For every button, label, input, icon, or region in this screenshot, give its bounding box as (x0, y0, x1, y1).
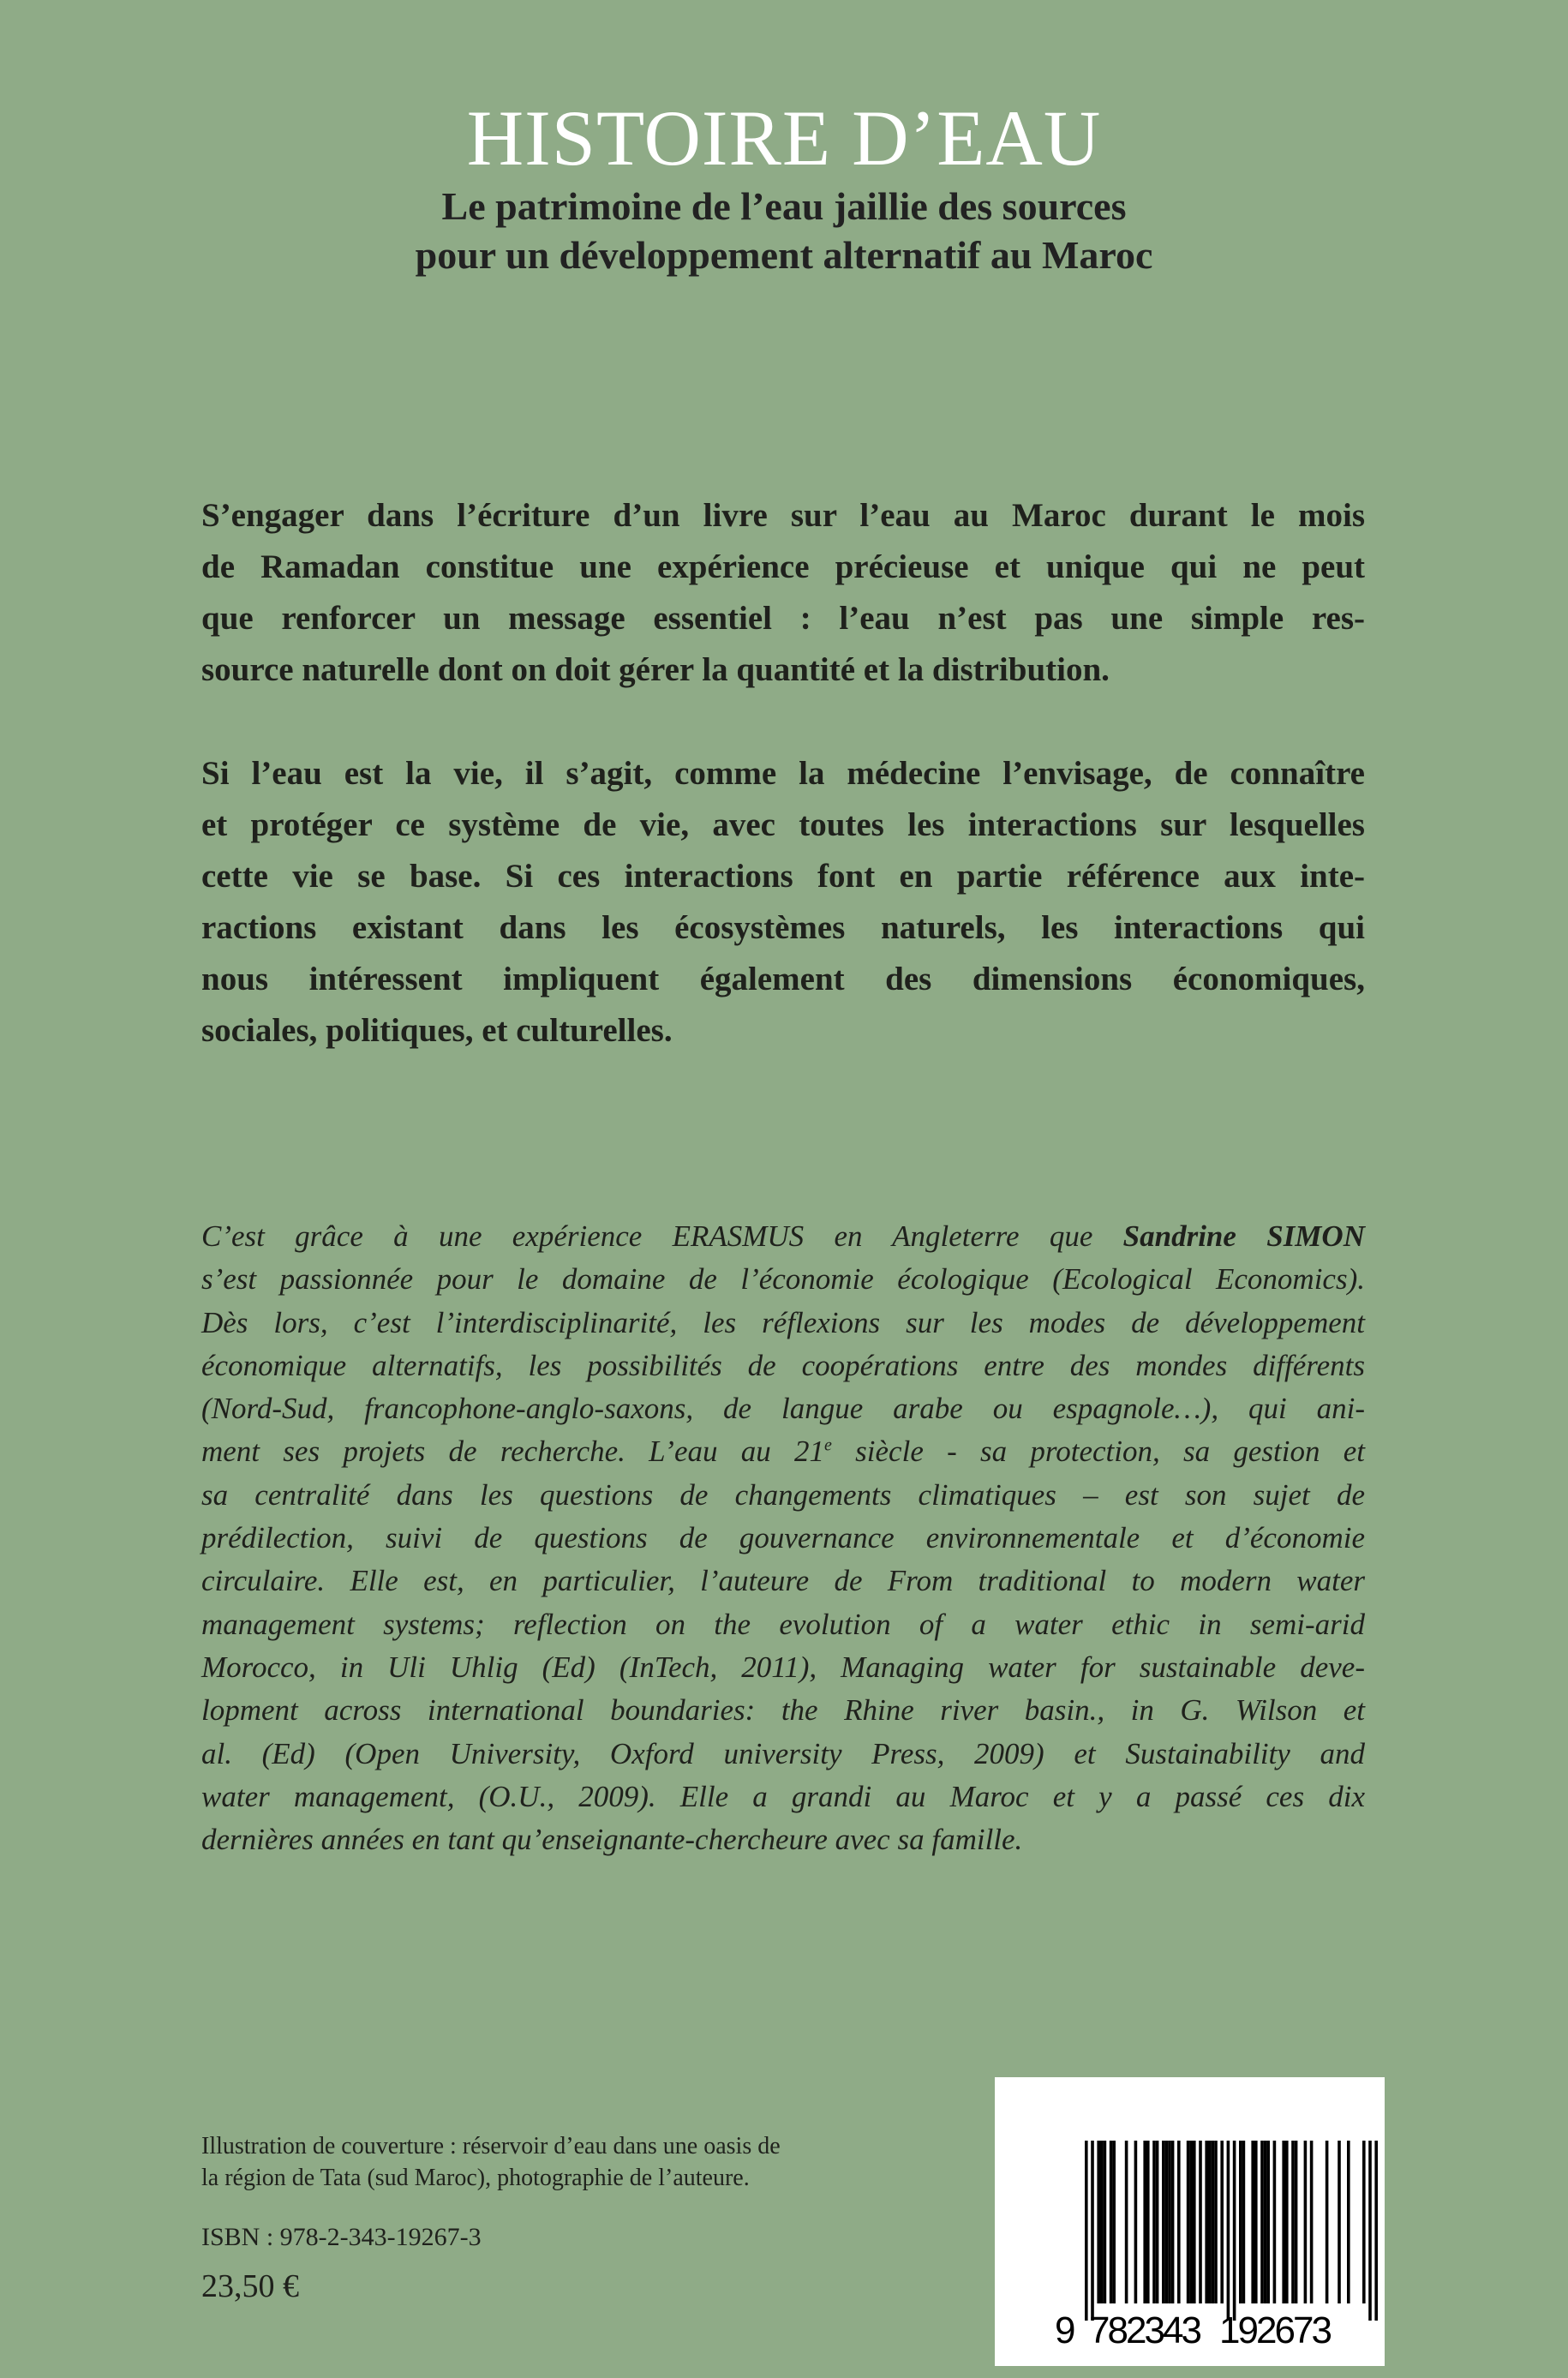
barcode-bar (1368, 2141, 1372, 2321)
text-line: ractions existant dans les écosystèmes naturels, les interactions qui (201, 909, 1365, 946)
subtitle-line: Le patrimoine de l’eau jaillie des sources (441, 184, 1127, 228)
barcode-bar (1134, 2141, 1138, 2303)
barcode-bar (1239, 2141, 1242, 2303)
text-line (201, 1430, 1365, 1473)
barcode-bar (1189, 2141, 1193, 2303)
barcode-bar (1264, 2141, 1267, 2303)
text-line: sa centralité dans les questions de changements climatiques – est son sujet de (201, 1477, 1365, 1512)
text-line: water management, (O.U., 2009). Elle a grandi au Maroc et y a passé ces dix (201, 1779, 1365, 1813)
text-line: al. (Ed) (Open University, Oxford university Press, 2009) et Sustainability and (201, 1736, 1365, 1770)
barcode-bar (1310, 2141, 1314, 2303)
price: 23,50 € (201, 2268, 299, 2304)
text-line: S’engager dans l’écriture d’un livre sur l’eau au Maroc durant le mois (201, 497, 1365, 534)
barcode-bar (1227, 2141, 1230, 2321)
text-line: lopment across international boundaries: the Rhine river basin., in G. Wilson et (201, 1693, 1365, 1728)
barcode-bar (1362, 2141, 1366, 2303)
text-line: management systems; reflection on the evolution of a water ethic in semi-arid (201, 1607, 1365, 1641)
text-line: dernières années en tant qu’enseignante-chercheure avec sa famille. (201, 1823, 1023, 1857)
text-line: la région de Tata (sud Maroc), photographie de l’auteure. (201, 2165, 750, 2191)
barcode-bar (1304, 2141, 1308, 2303)
author-name: Sandrine SIMON (1122, 1219, 1365, 1253)
author-biography (201, 1215, 1365, 1861)
book-title: HISTOIRE D’EAU (466, 94, 1102, 182)
barcode-right-digits: 192673 (1219, 2309, 1332, 2351)
text-line: que renforcer un message essentiel : l’eau n’est pas une simple res- (201, 600, 1365, 637)
barcode-first-digit: 9 (1055, 2309, 1076, 2351)
text-line: nous intéressent impliquent également des dimensions économiques, (201, 961, 1365, 997)
barcode-bar (1291, 2141, 1295, 2303)
barcode-bar (1100, 2141, 1104, 2303)
barcode-bar (1214, 2141, 1218, 2303)
text-line: sociales, politiques, et culturelles. (201, 1012, 673, 1049)
barcode-bar (1199, 2141, 1202, 2303)
isbn: ISBN : 978-2-343-19267-3 (201, 2223, 482, 2251)
barcode-bar (1220, 2141, 1224, 2303)
barcode (995, 2077, 1385, 2366)
barcode-bar (1110, 2141, 1113, 2303)
barcode-bar (1152, 2141, 1156, 2303)
text-line: prédilection, suivi de questions de gouvernance environnementale et d’économie (201, 1521, 1365, 1555)
barcode-bar (1177, 2141, 1181, 2303)
subtitle-line: pour un développement alternatif au Maroc (415, 233, 1153, 277)
barcode-bar (1146, 2141, 1150, 2303)
summary-paragraph-1 (201, 490, 1365, 696)
barcode-bar (1212, 2141, 1215, 2303)
text-line: Illustration de couverture : réservoir d’eau dans une oasis de (201, 2133, 781, 2159)
bio-text: siècle - sa protection, sa gestion et (831, 1435, 1365, 1469)
barcode-bar (1193, 2141, 1196, 2303)
barcode-bar (1125, 2141, 1128, 2303)
bio-text: C’est grâce à une expérience ERASMUS en Angleterre que (201, 1219, 1123, 1253)
text-line: s’est passionnée pour le domaine de l’économie écologique (Ecological Economics). (201, 1262, 1365, 1297)
barcode-bar (1347, 2141, 1350, 2303)
text-line: et protéger ce système de vie, avec toutes les interactions sur lesquelles (201, 806, 1365, 843)
text-line: économique alternatifs, les possibilités de coopérations entre des mondes différents (201, 1348, 1365, 1382)
barcode-bar (1242, 2141, 1246, 2303)
summary-paragraph-2 (201, 748, 1365, 1057)
barcode-graphic (995, 2077, 1385, 2366)
barcode-bar (1168, 2141, 1171, 2303)
barcode-bar (1097, 2141, 1100, 2303)
bio-text: ment ses projets de recherche. L’eau au 21 (201, 1435, 825, 1469)
barcode-bar (1112, 2141, 1116, 2303)
barcode-bar (1338, 2141, 1341, 2303)
barcode-bar (1285, 2141, 1289, 2303)
barcode-bar (1085, 2141, 1088, 2321)
cover-illustration-credit (201, 2130, 781, 2194)
text-line: circulaire. Elle est, en particulier, l’auteure de From traditional to modern water (201, 1564, 1365, 1598)
barcode-bar (1282, 2141, 1285, 2303)
barcode-bar (1254, 2141, 1258, 2303)
barcode-bar (1295, 2141, 1298, 2303)
barcode-bar (1143, 2141, 1146, 2303)
text-line: (Nord-Sud, francophone-anglo-saxons, de langue arabe ou espagnole…), qui ani- (201, 1392, 1365, 1426)
barcode-bar (1251, 2141, 1254, 2303)
barcode-bar (1162, 2141, 1165, 2303)
book-subtitle (0, 182, 1568, 279)
barcode-bar (1187, 2141, 1190, 2303)
barcode-bar (1266, 2141, 1270, 2303)
barcode-bar (1326, 2141, 1329, 2303)
barcode-bar (1205, 2141, 1208, 2303)
text-line: source naturelle dont on doit gérer la quantité et la distribution. (201, 651, 1110, 688)
text-line: Si l’eau est la vie, il s’agit, comme la médecine l’envisage, de connaître (201, 755, 1365, 792)
superscript: e (824, 1435, 832, 1455)
text-line (201, 1215, 1365, 1258)
barcode-bar (1374, 2141, 1378, 2321)
barcode-bar (1156, 2141, 1159, 2303)
barcode-bar (1171, 2141, 1175, 2303)
barcode-bar (1273, 2141, 1277, 2303)
text-line: de Ramadan constitue une expérience précieuse et unique qui ne peut (201, 548, 1365, 585)
barcode-left-digits: 782343 (1089, 2309, 1202, 2351)
barcode-bar (1165, 2141, 1169, 2303)
text-line: Morocco, in Uli Uhlig (Ed) (InTech, 2011), Managing water for sustainable deve- (201, 1650, 1365, 1684)
barcode-bar (1091, 2141, 1094, 2321)
text-line: cette vie se base. Si ces interactions font en partie référence aux inte- (201, 858, 1365, 895)
text-line: Dès lors, c’est l’interdisciplinarité, les réflexions sur les modes de développement (201, 1305, 1365, 1339)
barcode-bar (1208, 2141, 1212, 2303)
barcode-bar (1233, 2141, 1236, 2321)
barcode-bar (1260, 2141, 1264, 2303)
barcode-bar (1104, 2141, 1107, 2303)
